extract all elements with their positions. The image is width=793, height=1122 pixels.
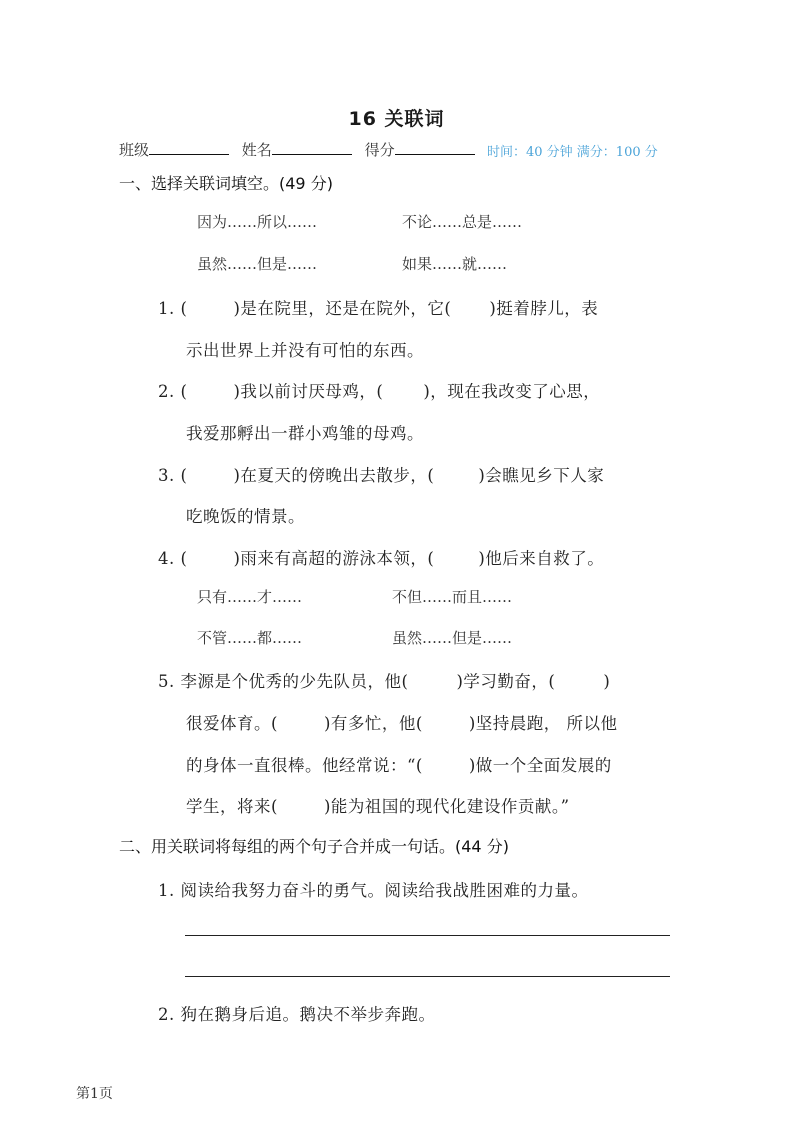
option-budan-erqie: 不但……而且…… (392, 588, 513, 606)
question-text: )，现在我改变了心思， (423, 382, 601, 401)
question-5-line3 (186, 752, 612, 776)
section2-question-1 (158, 877, 589, 901)
option-zhiyou-cai: 只有……才…… (197, 588, 303, 606)
time-score-meta: 时间：40 分钟 满分：100 分 (487, 145, 658, 160)
answer-line[interactable] (185, 935, 670, 936)
section2-heading: 二、用关联词将每组的两个句子合并成一句话。(44 分) (119, 837, 509, 856)
question-text: 阅读给我努力奋斗的勇气。阅读给我战胜困难的力量。 (180, 881, 589, 900)
page-title: 16 关联词 (348, 108, 445, 130)
question-2 (158, 378, 600, 402)
question-number: 1. (158, 299, 175, 318)
question-text: 李源是个优秀的少先队员，他( (180, 672, 409, 691)
question-4 (158, 545, 604, 569)
question-number: 1. (158, 881, 175, 900)
answer-line[interactable] (185, 976, 670, 977)
question-1 (158, 295, 598, 319)
question-text: )是在院里，还是在院外，它( (233, 299, 452, 318)
class-label: 班级 (119, 141, 150, 159)
question-text: 很爱体育。( (186, 714, 278, 733)
option-buguan-dou: 不管……都…… (197, 629, 303, 647)
question-text: )有多忙，他( (323, 714, 423, 733)
section1-heading: 一、选择关联词填空。(49 分) (119, 174, 333, 193)
question-text: 的身体一直很棒。他经常说：“( (186, 756, 423, 775)
question-5-line2 (186, 710, 618, 734)
score-blank[interactable] (395, 140, 475, 155)
question-text: ( (180, 549, 188, 568)
question-text: )雨来有高超的游泳本领，( (233, 549, 435, 568)
question-text: )学习勤奋，( (456, 672, 556, 691)
question-text: )会瞧见乡下人家 (478, 466, 605, 485)
question-1-line2: 示出世界上并没有可怕的东西。 (186, 341, 424, 360)
option-suiran-danshi: 虽然……但是…… (197, 255, 318, 273)
header-info-row (119, 139, 483, 160)
name-blank[interactable] (272, 140, 352, 155)
question-text: 狗在鹅身后追。鹅决不举步奔跑。 (180, 1005, 436, 1024)
question-5-line4 (186, 793, 570, 817)
name-label: 姓名 (241, 141, 272, 159)
question-text: ) (603, 672, 611, 691)
question-text: )挺着脖儿，表 (489, 299, 599, 318)
question-5 (158, 668, 610, 692)
question-text: ( (180, 382, 188, 401)
option-suiran-danshi-2: 虽然……但是…… (392, 629, 513, 647)
option-yinwei-suoyi: 因为……所以…… (197, 213, 318, 231)
question-text: )他后来自救了。 (478, 549, 605, 568)
question-text: )在夏天的傍晚出去散步，( (233, 466, 435, 485)
section2-question-2 (158, 1001, 436, 1025)
question-number: 2. (158, 1005, 175, 1024)
question-text: )我以前讨厌母鸡，( (233, 382, 384, 401)
question-3-line2: 吃晚饭的情景。 (186, 507, 305, 526)
option-bulun-zongshi: 不论……总是…… (402, 213, 523, 231)
option-ruguo-jiu: 如果……就…… (402, 255, 508, 273)
question-number: 3. (158, 466, 175, 485)
class-blank[interactable] (149, 140, 229, 155)
question-number: 4. (158, 549, 175, 568)
score-label: 得分 (364, 141, 395, 159)
question-text: )能为祖国的现代化建设作贡献。” (323, 797, 570, 816)
question-text: )做一个全面发展的 (468, 756, 612, 775)
question-text: 学生，将来( (186, 797, 278, 816)
question-text: )坚持晨跑， 所以他 (468, 714, 618, 733)
question-text: ( (180, 466, 188, 485)
question-2-line2: 我爱那孵出一群小鸡雏的母鸡。 (186, 424, 424, 443)
question-number: 5. (158, 672, 175, 691)
question-text: ( (180, 299, 188, 318)
question-number: 2. (158, 382, 175, 401)
question-3 (158, 462, 604, 486)
page-number: 第1页 (76, 1086, 113, 1102)
